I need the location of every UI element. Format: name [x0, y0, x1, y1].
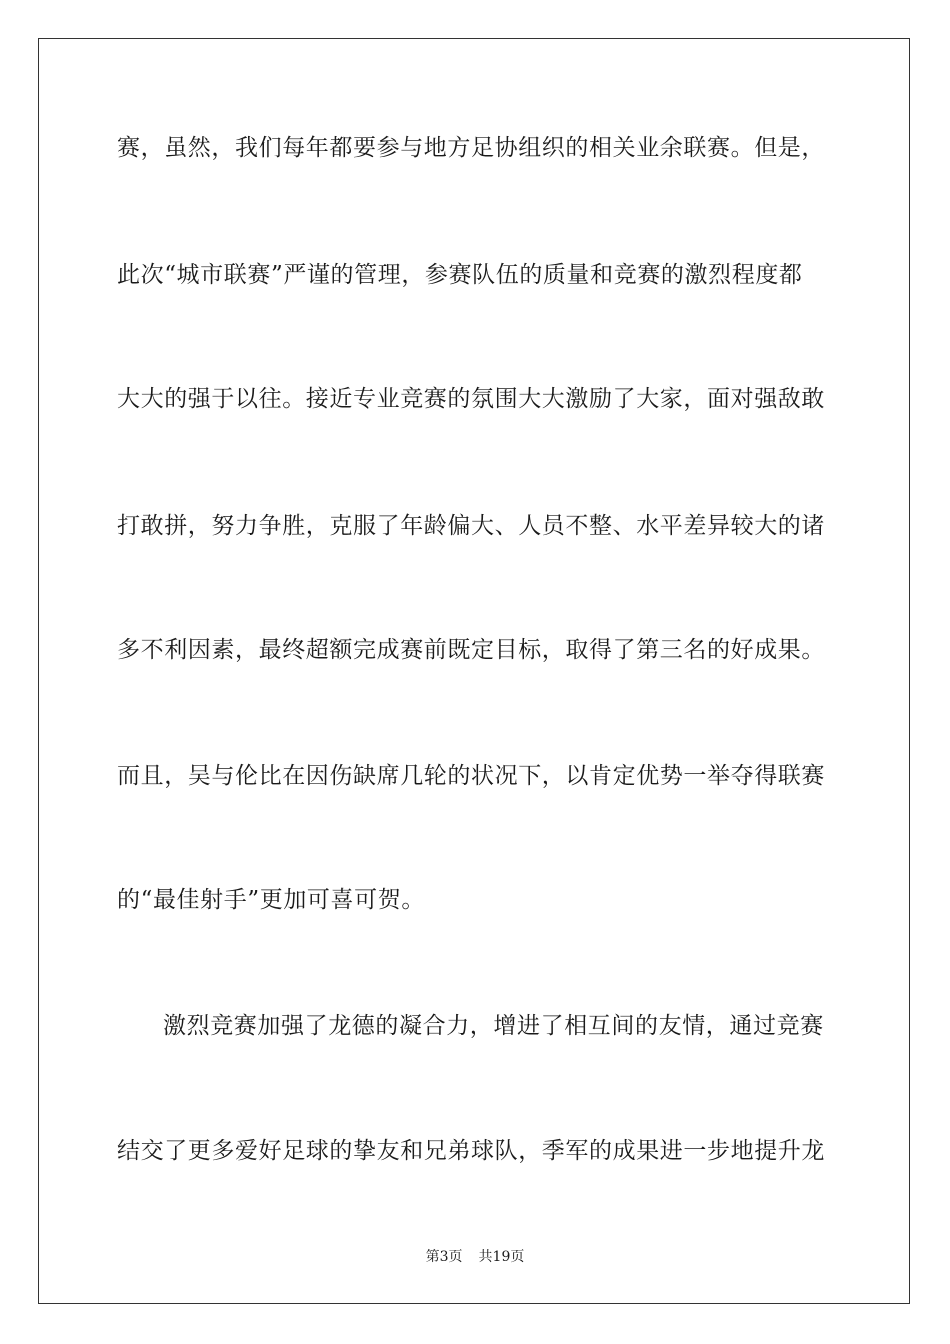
- paragraph-first-line: 激烈竞赛加强了龙德的凝合力，增进了相互间的友情，通过竞赛: [163, 1013, 824, 1039]
- page-border: [38, 38, 910, 1304]
- body-text-line: 而且，吴与伦比在因伤缺席几轮的状况下，以肯定优势一举夺得联赛: [117, 763, 825, 789]
- body-text-line: 此次“城市联赛”严谨的管理，参赛队伍的质量和竞赛的激烈程度都: [117, 262, 803, 288]
- page-total: 共19页: [478, 1249, 525, 1265]
- body-text-line: 多不利因素，最终超额完成赛前既定目标，取得了第三名的好成果。: [117, 637, 825, 663]
- body-text-line: 结交了更多爱好足球的挚友和兄弟球队，季军的成果进一步地提升龙: [117, 1138, 825, 1164]
- page-number: 第3页: [425, 1249, 463, 1265]
- body-text-line: 打敢拼，努力争胜，克服了年龄偏大、人员不整、水平差异较大的诸: [117, 513, 825, 539]
- body-text-line: 大大的强于以往。接近专业竞赛的氛围大大激励了大家，面对强敌敢: [117, 386, 825, 412]
- body-text-line: 的“最佳射手”更加可喜可贺。: [117, 887, 425, 913]
- page-footer: [0, 1248, 950, 1266]
- body-text-line: 赛，虽然，我们每年都要参与地方足协组织的相关业余联赛。但是，: [117, 135, 825, 161]
